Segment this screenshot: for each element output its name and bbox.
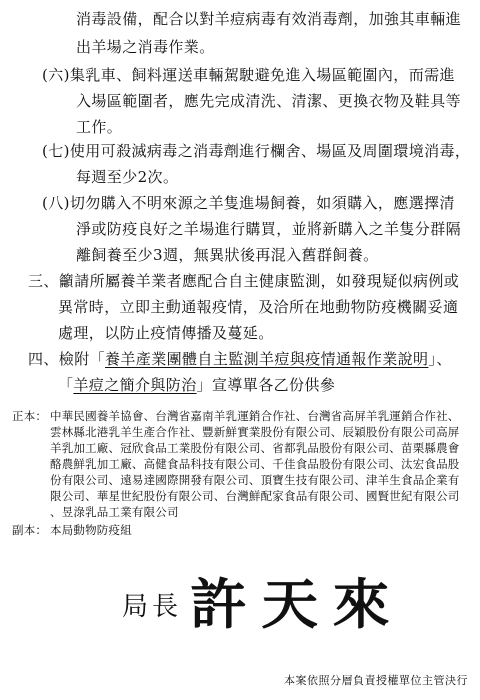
item-eight-line: (八)切勿購入不明來源之羊隻進場飼養，如須購入，應選擇清	[42, 194, 455, 212]
section-three-line: 處理，以防止疫情傳播及蔓延。	[58, 324, 274, 342]
primary-recipients-line: 、昱淥乳品工業有限公司	[50, 505, 179, 519]
item-eight-line: 離飼養至少3週，無異狀後再混入舊群飼養。	[76, 246, 379, 264]
section-four-suffix: 」、	[428, 350, 452, 368]
body-line: 出羊場之消毒作業。	[76, 38, 215, 56]
primary-recipients-line: 酪農鮮乳加工廠、高健食品科技有限公司、千佳食品股份有限公司、汰宏食品股	[50, 457, 460, 471]
primary-recipients-line: 雲林縣北港乳羊生產合作社、豐新鮮實業股份有限公司、辰穎股份有限公司高屏	[50, 425, 460, 439]
section-four-prefix: 四、檢附「	[28, 350, 106, 368]
authorization-note: 本案依照分層負責授權單位主管決行	[284, 674, 468, 687]
primary-recipients-label: 正本：	[12, 409, 48, 423]
section-four-line	[28, 348, 452, 370]
section-three-line: 異常時，立即主動通報疫情，及洽所在地動物防疫機關妥適	[58, 298, 459, 316]
attachment-title-1: 養羊產業團體自主監測羊痘與疫情通報作業說明	[105, 350, 429, 368]
item-six-line: (六)集乳車、飼料運送車輛駕駛避免進入場區範圍內，而需進	[42, 66, 455, 84]
item-seven-line: 每週至少2次。	[76, 168, 179, 186]
section-three-line: 三、籲請所屬養羊業者應配合自主健康監測，如發現疑似病例或	[28, 272, 460, 290]
attachment-open-bracket: 「	[58, 376, 74, 394]
item-seven-line: (七)使用可殺滅病毒之消毒劑進行欄舍、場區及周圍環境消毒，	[42, 142, 471, 160]
item-eight-line: 淨或防疫良好之羊場進行購買，並將新購入之羊隻分群隔	[76, 220, 462, 238]
body-line: 消毒設備，配合以對羊痘病毒有效消毒劑，加強其車輛進	[76, 10, 462, 28]
section-four-line	[58, 374, 335, 396]
primary-recipients-line: 羊乳加工廠、冠欣食品工業股份有限公司、省都乳品股份有限公司、苗栗縣農會	[50, 441, 460, 455]
primary-recipients-line: 份有限公司、遠易達國際開發有限公司、頂寶生技有限公司、津羊生食品企業有	[50, 473, 460, 487]
attachment-tail: 」宣導單各乙份供參	[196, 376, 336, 394]
signature-title: 局長	[122, 592, 183, 622]
primary-recipients-line: 限公司、華星世紀股份有限公司、台灣鮮配家食品有限公司、國賢世紀有限公司	[50, 489, 460, 503]
copy-recipients-label: 副本：	[12, 523, 48, 537]
primary-recipients-line: 中華民國養羊協會、台灣省嘉南羊乳運銷合作社、台灣省高屏羊乳運銷合作社、	[50, 409, 460, 423]
item-six-line: 入場區範圍者，應先完成清洗、清潔、更換衣物及鞋具等	[76, 92, 462, 110]
signature-name: 許天來	[190, 573, 405, 636]
attachment-title-2: 羊痘之簡介與防治	[73, 376, 197, 394]
item-six-line: 工作。	[76, 118, 123, 136]
copy-recipients-line: 本局動物防疫組	[50, 523, 132, 537]
